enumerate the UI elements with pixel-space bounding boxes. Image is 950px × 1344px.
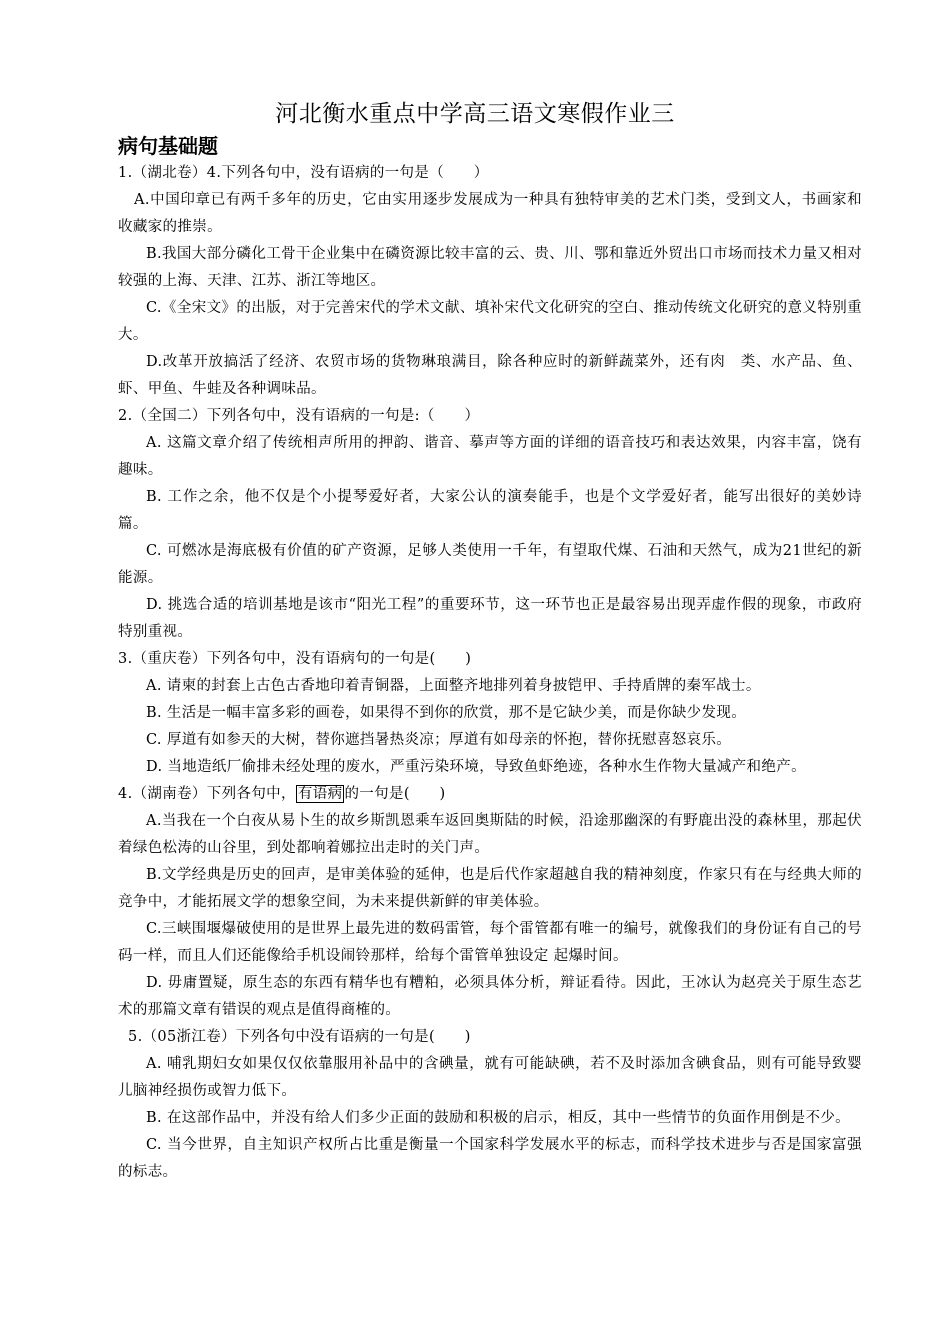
question-stem: 3.（重庆卷）下列各句中，没有语病句的一句是( ) <box>118 651 472 667</box>
question-list <box>118 160 862 1186</box>
document-title: 河北衡水重点中学高三语文寒假作业三 <box>275 101 675 127</box>
option-c: C.三峡围堰爆破使用的是世界上最先进的数码雷管，每个雷管都有唯一的编号，就像我们的身份证有自己的号码一样，而且人们还能像给手机设闹铃那样，给每个雷管单独设定 起爆时间。 <box>118 921 862 964</box>
option-c: C.《全宋文》的出版，对于完善宋代的学术文献、填补宋代文化研究的空白、推动传统文化研究的意义特别重大。 <box>118 300 862 343</box>
option-b: B.文学经典是历史的回声，是审美体验的延伸，也是后代作家超越自我的精神刻度，作家只有在与经典大师的竞争中，才能拓展文学的想象空间，为未来提供新鲜的审美体验。 <box>118 867 862 910</box>
option-d: D. 毋庸置疑，原生态的东西有精华也有糟粕，必须具体分析，辩证看待。因此，王冰认为赵亮关于原生态艺术的那篇文章有错误的观点是值得商榷的。 <box>118 975 862 1018</box>
question-5 <box>118 1024 862 1186</box>
question-stem-prefix: 4.（湖南卷）下列各句中， <box>118 786 296 802</box>
option-a: A.中国印章已有两千多年的历史，它由实用逐步发展成为一种具有独特审美的艺术门类，受到文人，书画家和收藏家的推崇。 <box>118 192 862 235</box>
option-c: C. 厚道有如参天的大树，替你遮挡暑热炎凉；厚道有如母亲的怀抱，替你抚慰喜怒哀乐。 <box>146 732 732 748</box>
question-1 <box>118 160 862 403</box>
option-b: B.我国大部分磷化工骨干企业集中在磷资源比较丰富的云、贵、川、鄂和靠近外贸出口市场而技术力量又相对较强的上海、天津、江苏、浙江等地区。 <box>118 246 862 289</box>
option-a: A. 请柬的封套上古色古香地印着青铜器，上面整齐地排列着身披铠甲、手持盾牌的秦军战士。 <box>146 678 761 694</box>
question-4 <box>118 781 862 1024</box>
section-heading: 病句基础题 <box>118 134 218 158</box>
question-2 <box>118 403 862 646</box>
question-stem <box>118 781 862 808</box>
option-a: A.当我在一个白夜从易卜生的故乡斯凯恩乘车返回奥斯陆的时候，沿途那幽深的有野鹿出没的森林里，那起伏着绿色松涛的山谷里，到处都响着娜拉出走时的关门声。 <box>118 813 862 856</box>
option-b: B. 工作之余，他不仅是个小提琴爱好者，大家公认的演奏能手，也是个文学爱好者，能写出很好的美妙诗篇。 <box>118 489 862 532</box>
option-d: D. 当地造纸厂偷排未经处理的废水，严重污染环境，导致鱼虾绝迹，各种水生作物大量减产和绝产。 <box>146 759 806 775</box>
question-stem-suffix: 的一句是( ) <box>344 786 446 802</box>
option-a: A. 这篇文章介绍了传统相声所用的押韵、谐音、摹声等方面的详细的语音技巧和表达效果，内容丰富，饶有趣味。 <box>118 435 862 478</box>
question-stem: 1.（湖北卷）4.下列各句中，没有语病的一句是（ ） <box>118 165 489 181</box>
option-c: C. 当今世界，自主知识产权所占比重是衡量一个国家科学发展水平的标志，而科学技术进步与否是国家富强的标志。 <box>118 1137 862 1180</box>
option-b: B. 在这部作品中，并没有给人们多少正面的鼓励和积极的启示，相反，其中一些情节的负面作用倒是不少。 <box>146 1110 851 1126</box>
option-b: B. 生活是一幅丰富多彩的画卷，如果得不到你的欣赏，那不是它缺少美，而是你缺少发现。 <box>146 705 747 721</box>
question-stem: 5.（05浙江卷）下列各句中没有语病的一句是( ) <box>128 1029 471 1045</box>
option-d: D. 挑选合适的培训基地是该市“阳光工程”的重要环节，这一环节也正是最容易出现弄虚作假的现象，市政府特别重视。 <box>118 597 862 640</box>
boxed-keyword: 有语病 <box>297 786 343 802</box>
question-stem: 2.（全国二）下列各句中，没有语病的一句是:（ ） <box>118 408 480 424</box>
option-c: C. 可燃冰是海底极有价值的矿产资源，足够人类使用一千年，有望取代煤、石油和天然气，成为21世纪的新能源。 <box>118 543 862 586</box>
option-a: A. 哺乳期妇女如果仅仅依靠服用补品中的含碘量，就有可能缺碘，若不及时添加含碘食品，则有可能导致婴儿脑神经损伤或智力低下。 <box>118 1056 862 1099</box>
question-3 <box>118 646 862 781</box>
option-d: D.改革开放搞活了经济、农贸市场的货物琳琅满目，除各种应时的新鲜蔬菜外，还有肉 类、水产品、鱼、虾、甲鱼、牛蛙及各种调味品。 <box>118 354 862 397</box>
